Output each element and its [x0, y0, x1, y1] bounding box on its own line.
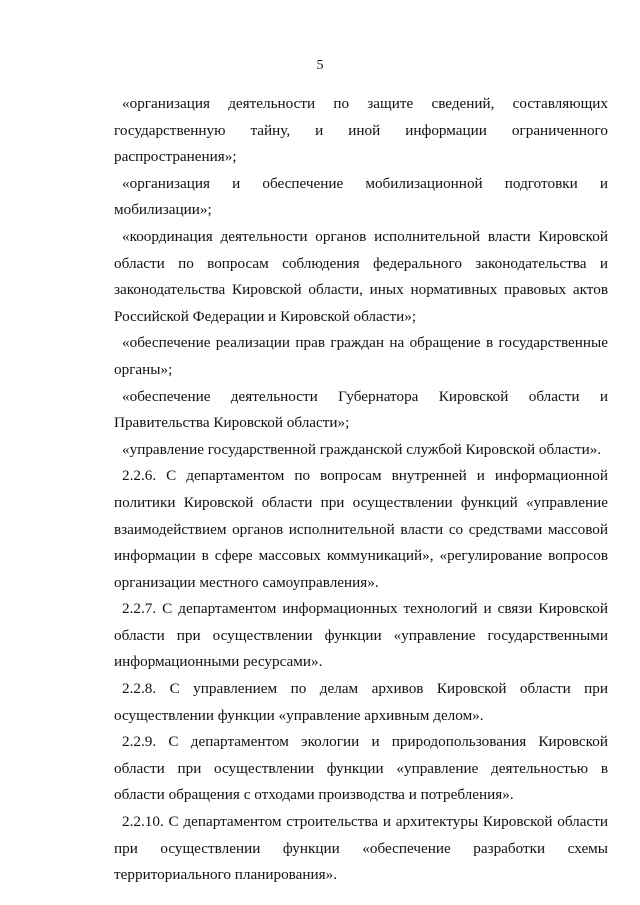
paragraph-2-2-8: 2.2.8. С управлением по делам архивов Кировской области при осуществлении функции «управление архивным делом». [114, 680, 608, 724]
paragraph-civil-service: «управление государственной гражданской службой Кировской области». [122, 440, 602, 458]
paragraph-citizen-rights: «обеспечение реализации прав граждан на обращение в государственные органы»; [114, 334, 608, 378]
paragraph-coordination: «координация деятельности органов исполнительной власти Кировской области по вопросам соблюдения федерального законодательства и законодательства Кировской области, иных нормативных правовых актов Российской Федерации и Кировской области»; [114, 227, 608, 325]
paragraph-2-2-9: 2.2.9. С департаментом экологии и природопользования Кировской области при осуществлении функции «управление деятельностью в области обращения с отходами производства и потребления». [114, 733, 608, 804]
paragraph-secret-info: «организация деятельности по защите сведений, составляющих государственную тайну, и иной информации ограниченного распространения»; [114, 95, 608, 166]
paragraph-2-2-7: 2.2.7. С департаментом информационных технологий и связи Кировской области при осуществлении функции «управление государственными информационными ресурсами». [114, 600, 608, 671]
paragraph-2-2-6: 2.2.6. С департаментом по вопросам внутренней и информационной политики Кировской области при осуществлении функций «управление взаимодействием органов исполнительной власти со средствами массовой информации в сфере массовых коммуникаций», «регулирование вопросов организации местного самоуправления». [114, 467, 608, 591]
paragraph-governor-support: «обеспечение деятельности Губернатора Кировской области и Правительства Кировской области»; [114, 387, 608, 432]
document-body [114, 91, 608, 889]
paragraph-2-2-10: 2.2.10. С департаментом строительства и архитектуры Кировской области при осуществлении функции «обеспечение разработки схемы территориального планирования». [114, 813, 608, 884]
page-number: 5 [316, 58, 324, 73]
paragraph-mobilization: «организация и обеспечение мобилизационной подготовки и мобилизации»; [114, 174, 608, 219]
